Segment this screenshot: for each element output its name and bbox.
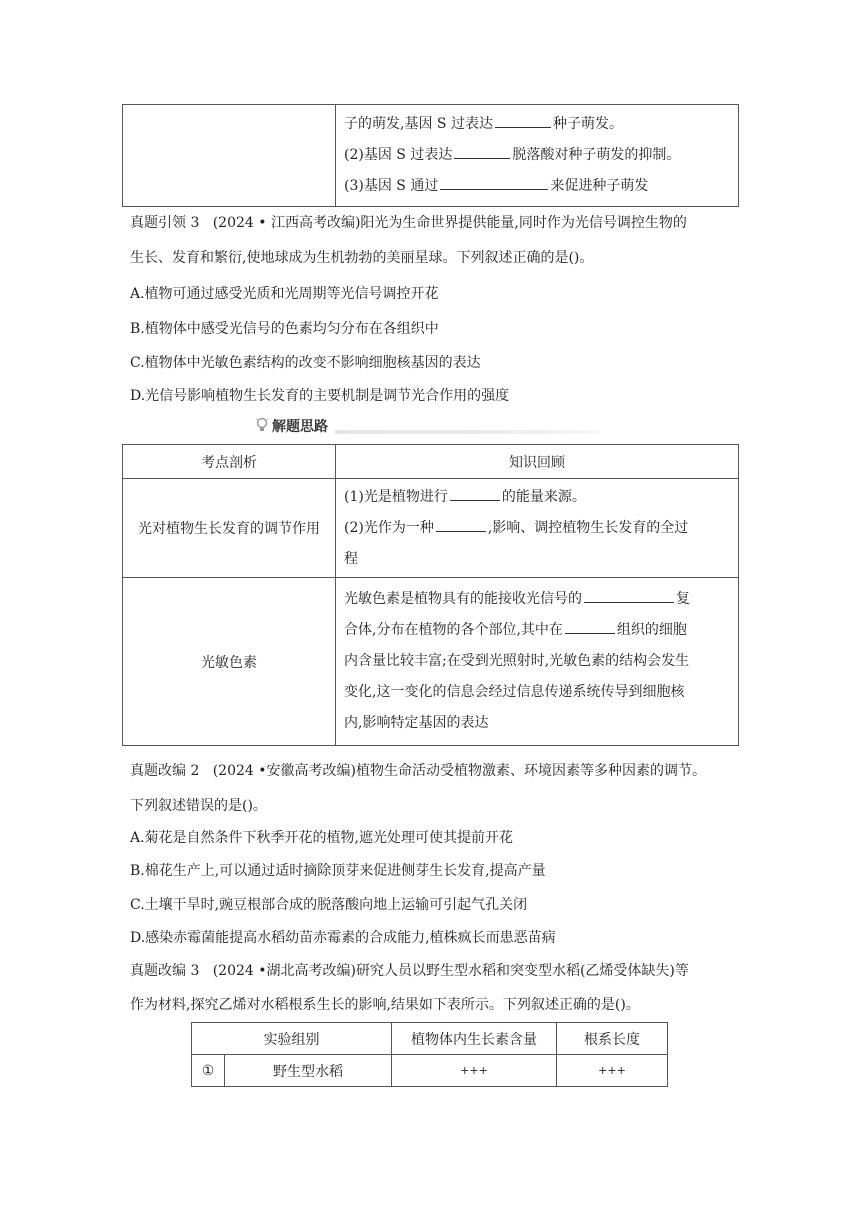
row2-line-1: 光敏色素是植物具有的能接收光信号的 复 [344,591,690,607]
top-line-1: 子的萌发,基因 S 过表达 种子萌发。 [344,116,623,132]
exp-row-root: +++ [557,1055,668,1087]
q1-option-d: D.光信号影响植物生长发育的主要机制是调节光合作用的强度 [130,388,510,404]
header-review: 知识回顾 [336,445,739,479]
top-table-left-cell [123,105,336,207]
experiment-table [191,1022,668,1087]
banner-title: 解题思路 [272,419,328,435]
lightbulb-icon [255,417,269,437]
q1-option-a: A.植物可通过感受光质和光周期等光信号调控开花 [130,286,439,302]
analysis-table [122,444,739,746]
q1-stem-line-2: 生长、发育和繁衍,使地球成为生机勃勃的美丽星球。下列叙述正确的是()。 [130,250,594,266]
row2-line-5: 内,影响特定基因的表达 [344,715,489,731]
exp-header-auxin: 植物体内生长素含量 [392,1023,557,1055]
q2-stem-line-2: 下列叙述错误的是()。 [130,798,267,814]
q2-option-a: A.菊花是自然条件下秋季开花的植物,遮光处理可使其提前开花 [130,830,514,846]
top-line-2: (2)基因 S 过表达 脱落酸对种子萌发的抑制。 [344,147,681,163]
row2-review [336,578,739,746]
exp-header-root: 根系长度 [557,1023,668,1055]
row1-line-1: (1)光是植物进行 的能量来源。 [344,488,586,505]
q2-option-c: C.土壤干旱时,豌豆根部合成的脱落酸向地上运输可引起气孔关闭 [130,897,528,913]
q1-option-c: C.植物体中光敏色素结构的改变不影响细胞核基因的表达 [130,355,481,371]
q1-option-b: B.植物体中感受光信号的色素均匀分布在各组织中 [130,321,439,337]
row2-line-2: 合体,分布在植物的各个部位,其中在 组织的细胞 [344,622,687,638]
row2-line-4: 变化,这一变化的信息会经过信息传递系统传导到细胞核 [344,684,685,700]
banner-underline [335,430,600,434]
exp-header-group: 实验组别 [192,1023,392,1055]
exp-row-group: 野生型水稻 [225,1055,392,1087]
row2-topic: 光敏色素 [123,578,336,746]
q1-stem-line-1: 真题引领 3 (2024 • 江西高考改编)阳光为生命世界提供能量,同时作为光信号调控生物的 [130,215,687,231]
q3-stem-line-2: 作为材料,探究乙烯对水稻根系生长的影响,结果如下表所示。下列叙述正确的是()。 [130,997,640,1013]
exp-row-number: ① [192,1055,225,1087]
row1-line-3: 程 [344,550,358,567]
q2-option-d: D.感染赤霉菌能提高水稻幼苗赤霉素的合成能力,植株疯长而患恶苗病 [130,930,556,946]
table-row [192,1055,668,1087]
solution-banner [255,416,600,434]
q3-stem-line-1: 真题改编 3 (2024 •湖北高考改编)研究人员以野生型水稻和突变型水稻(乙烯受体缺失)等 [130,963,689,979]
top-table [122,104,739,207]
row1-line-2: (2)光作为一种 ,影响、调控植物生长发育的全过 [344,519,689,536]
top-line-3: (3)基因 S 通过 来促进种子萌发 [344,178,649,194]
q2-stem-line-1: 真题改编 2 (2024 •安徽高考改编)植物生命活动受植物激素、环境因素等多种因素的调节。 [130,763,706,779]
top-table-right-cell [336,105,739,207]
exp-row-auxin: +++ [392,1055,557,1087]
row1-review [336,479,739,578]
header-topic: 考点剖析 [123,445,336,479]
q2-option-b: B.棉花生产上,可以通过适时摘除顶芽来促进侧芽生长发育,提高产量 [130,863,546,879]
row1-topic: 光对植物生长发育的调节作用 [123,479,336,578]
row2-line-3: 内含量比较丰富;在受到光照射时,光敏色素的结构会发生 [344,653,690,669]
